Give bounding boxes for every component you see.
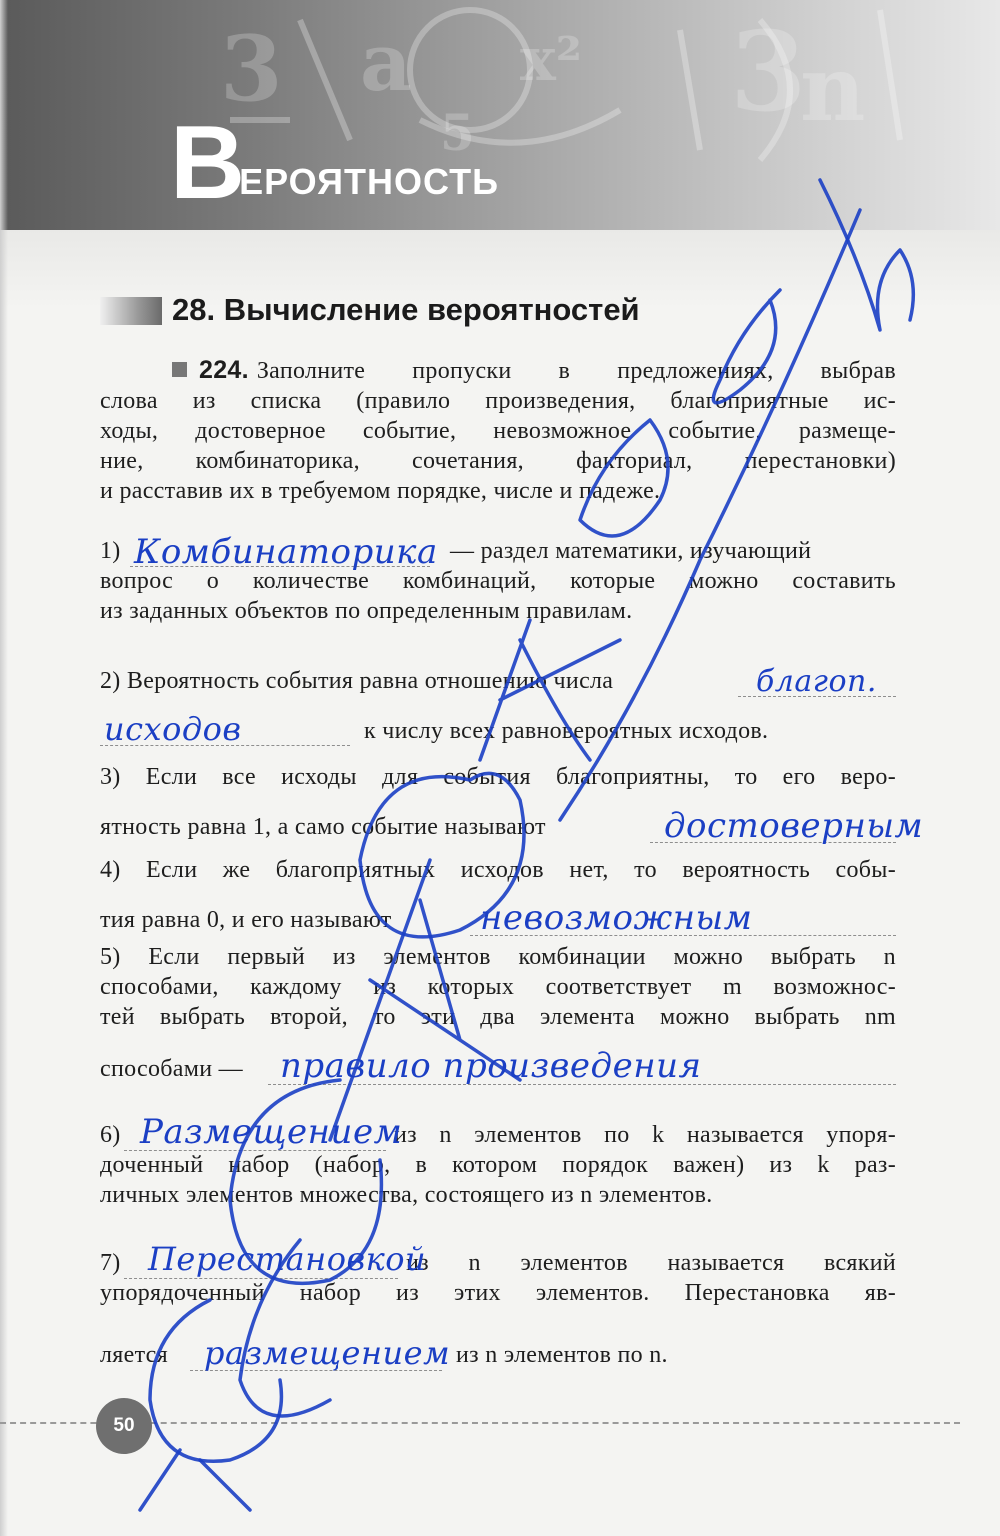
item-1-line-3: из заданных объектов по определенным правилам. bbox=[100, 598, 633, 624]
task-intro-line: ходы, достоверное событие, невозможное событие, размеще- bbox=[100, 418, 896, 444]
item-7-handwritten-answer-2: размещением bbox=[204, 1334, 451, 1372]
task-intro bbox=[100, 355, 896, 506]
task-intro-line: и расставив их в требуемом порядке, числе и падеже. bbox=[100, 478, 661, 504]
item-1-handwritten-answer: Комбинаторика bbox=[134, 532, 438, 572]
item-3 bbox=[100, 762, 896, 792]
task-number: 224. bbox=[199, 356, 249, 384]
item-5-handwritten-answer: правило произведения bbox=[280, 1046, 702, 1086]
svg-text:a: a bbox=[360, 15, 412, 109]
chapter-title-initial: В bbox=[170, 105, 244, 221]
item-6-handwritten-answer: Размещением bbox=[140, 1112, 403, 1152]
item-4-handwritten-answer: невозможным bbox=[480, 898, 753, 938]
task-marker-square bbox=[172, 362, 187, 377]
item-3-line-2: ятность равна 1, а само событие называют bbox=[100, 814, 546, 840]
page-edge-shadow bbox=[0, 0, 8, 1536]
item-7-line-3-start: ляется bbox=[100, 1342, 168, 1368]
item-6-line-2: доченный набор (набор, в котором порядок важен) из k раз- bbox=[100, 1152, 896, 1178]
item-4-line-2: тия равна 0, и его называют bbox=[100, 907, 392, 933]
item-3-handwritten-answer: достоверным bbox=[664, 806, 924, 846]
svg-text:3: 3 bbox=[220, 16, 283, 122]
item-1-line-2: вопрос о количестве комбинаций, которые можно составить bbox=[100, 568, 896, 594]
item-2-line-2-wrap bbox=[364, 716, 904, 746]
item-2-line-2: к числу всех равновероятных исходов. bbox=[364, 718, 769, 744]
task-intro-first-line bbox=[100, 355, 896, 386]
svg-text:n: n bbox=[800, 36, 866, 142]
section-title: 28. Вычисление вероятностей bbox=[172, 292, 640, 327]
svg-text:5: 5 bbox=[440, 103, 475, 162]
item-7-handwritten-answer-1: Перестановкой bbox=[148, 1240, 427, 1278]
item-2-line-1: 2) Вероятность события равна отношению числа bbox=[100, 668, 614, 694]
item-6-number: 6) bbox=[100, 1122, 121, 1148]
item-5-line-1 bbox=[100, 942, 896, 972]
item-5-line-1-text: 5) Если первый из элементов комбинации можно выбрать n bbox=[100, 944, 896, 970]
item-5-line-4: способами — bbox=[100, 1056, 243, 1082]
svg-text:x²: x² bbox=[520, 25, 583, 95]
item-7-line-2: упорядоченный набор из этих элементов. Перестановка яв- bbox=[100, 1280, 896, 1306]
item-7-rest: из n элементов называется всякий bbox=[406, 1250, 896, 1276]
item-4 bbox=[100, 855, 896, 885]
svg-text:3: 3 bbox=[730, 7, 807, 136]
item-6-line-3: личных элементов множества, состоящего из n элементов. bbox=[100, 1182, 713, 1208]
chapter-title-rest: ЕРОЯТНОСТЬ bbox=[239, 161, 500, 202]
item-3-line-1: 3) Если все исходы для события благоприятны, то его веро- bbox=[100, 764, 896, 790]
chapter-title bbox=[170, 105, 503, 221]
item-5-line-3: тей выбрать второй, то эти два элемента можно выбрать nm bbox=[100, 1004, 896, 1030]
item-4-line-1: 4) Если же благоприятных исходов нет, то вероятность собы- bbox=[100, 857, 896, 883]
chapter-banner bbox=[0, 0, 1000, 230]
item-6-rest: из n элементов по k называется упоря- bbox=[394, 1122, 896, 1148]
task-intro-line: Заполните пропуски в предложениях, выбрав bbox=[256, 358, 896, 384]
item-1-rest: — раздел математики, изучающий bbox=[450, 538, 812, 564]
item-5-line-2: способами, каждому из которых соответствует m возможнос- bbox=[100, 974, 896, 1000]
item-5 bbox=[100, 942, 896, 1032]
task-intro-line: ние, комбинаторика, сочетания, факториал, перестановки) bbox=[100, 448, 896, 474]
section-marker-bar bbox=[100, 297, 162, 325]
item-1-number: 1) bbox=[100, 538, 121, 564]
item-7-line-3-end: из n элементов по n. bbox=[456, 1342, 668, 1368]
item-2-handwritten-answer-1: благоп. bbox=[756, 664, 877, 699]
item-2-handwritten-answer-2: исходов bbox=[104, 710, 242, 748]
item-7-blank-1[interactable] bbox=[124, 1278, 398, 1279]
item-7-number: 7) bbox=[100, 1250, 121, 1276]
page-number-badge: 50 bbox=[96, 1398, 152, 1454]
task-intro-line: слова из списка (правило произведения, благоприятные ис- bbox=[100, 388, 896, 414]
